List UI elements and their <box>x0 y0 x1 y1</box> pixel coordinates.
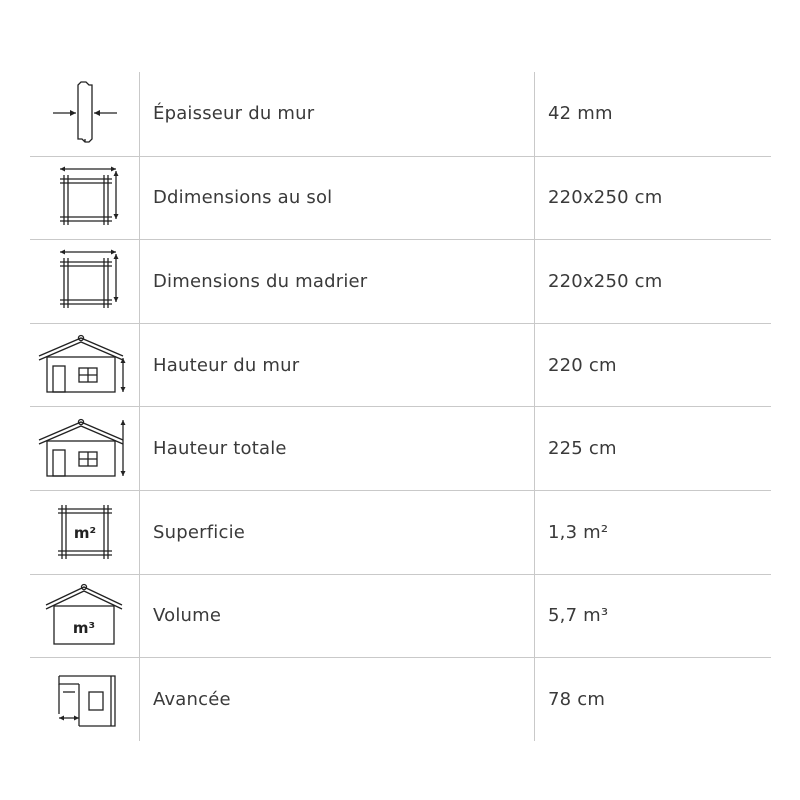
volume-icon-text: m³ <box>72 618 95 637</box>
spec-row-surface-area <box>30 490 771 574</box>
log-dimensions-icon <box>30 240 140 323</box>
spec-label: Hauteur totale <box>153 438 287 460</box>
spec-label: Épaisseur du mur <box>153 103 315 125</box>
spec-row-wall-height <box>30 323 771 407</box>
spec-label: Avancée <box>153 688 231 710</box>
spec-label: Ddimensions au sol <box>153 187 333 209</box>
spec-row-wall-thickness <box>30 72 771 156</box>
wall-thickness-icon <box>30 72 140 156</box>
spec-label: Volume <box>153 605 222 627</box>
volume-icon <box>30 575 140 658</box>
spec-row-overhang <box>30 657 771 741</box>
overhang-icon <box>30 658 140 741</box>
spec-table <box>30 72 771 741</box>
spec-value: 42 mm <box>534 72 771 156</box>
spec-label: Dimensions du madrier <box>153 270 368 292</box>
surface-area-icon-text: m² <box>73 524 96 543</box>
spec-value: 78 cm <box>534 658 771 741</box>
spec-row-total-height <box>30 406 771 490</box>
surface-area-icon <box>30 491 140 574</box>
spec-row-log-dimensions <box>30 239 771 323</box>
spec-row-floor-dimensions <box>30 156 771 240</box>
spec-value: 5,7 m³ <box>534 575 771 658</box>
spec-label: Superficie <box>153 521 246 543</box>
wall-height-icon <box>30 324 140 407</box>
spec-label: Hauteur du mur <box>153 354 300 376</box>
spec-value: 220x250 cm <box>534 240 771 323</box>
total-height-icon <box>30 407 140 490</box>
spec-value: 225 cm <box>534 407 771 490</box>
spec-value: 1,3 m² <box>534 491 771 574</box>
spec-value: 220 cm <box>534 324 771 407</box>
floor-dimensions-icon <box>30 157 140 240</box>
spec-row-volume <box>30 574 771 658</box>
spec-value: 220x250 cm <box>534 157 771 240</box>
